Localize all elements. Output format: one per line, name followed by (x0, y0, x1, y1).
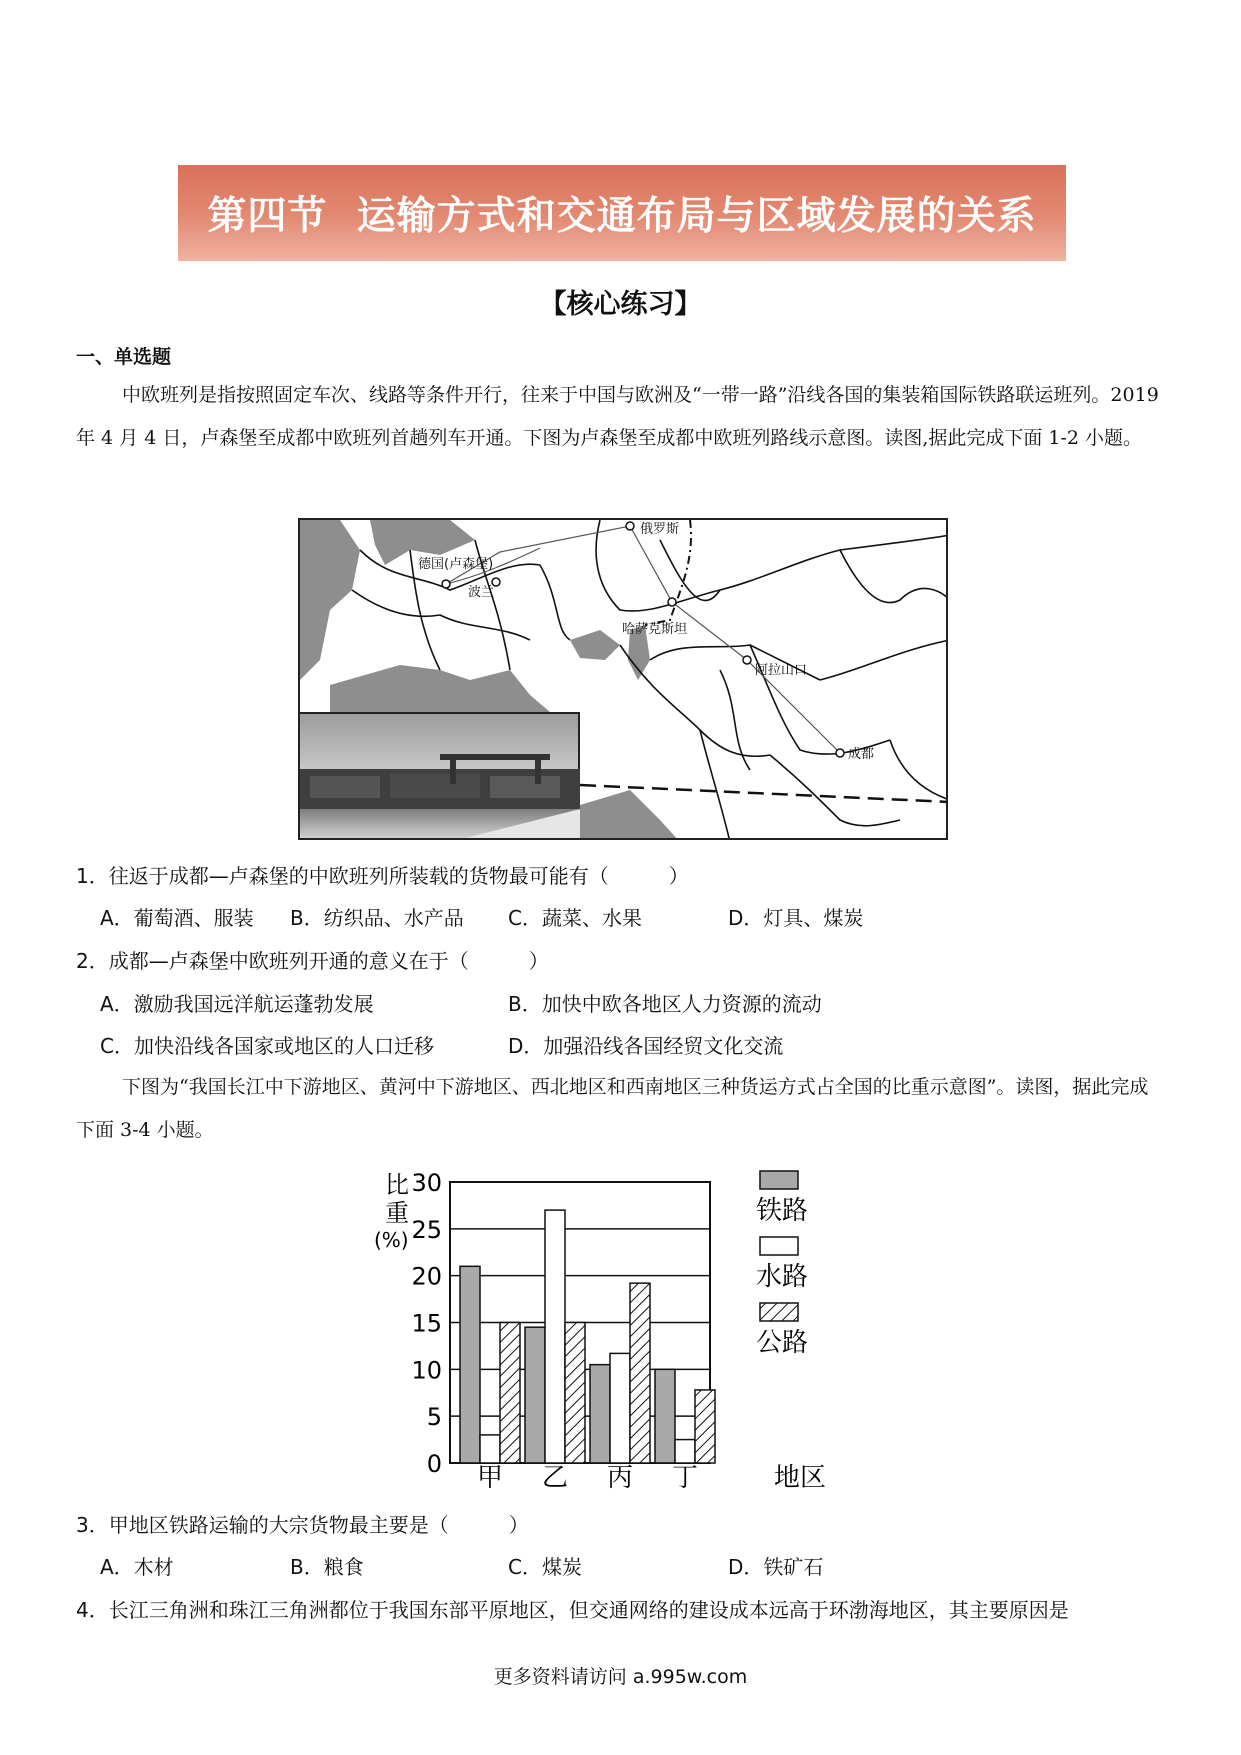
bar-水路-丙 (610, 1353, 630, 1463)
y-axis-label-line-3: (%) (374, 1228, 409, 1252)
x-tick-label: 丙 (606, 1463, 634, 1493)
question-2-stem: 2．成都—卢森堡中欧班列开通的意义在于（ ） (76, 949, 549, 973)
y-tick-label: 15 (411, 1309, 442, 1338)
label-alashankou: 阿拉山口 (755, 663, 808, 678)
q2-option-c[interactable]: C．加快沿线各国家或地区的人口迁移 (100, 1034, 434, 1058)
intro-paragraph-1: 中欧班列是指按照固定车次、线路等条件开行，往来于中国与欧洲及“一带一路”沿线各国的集装箱国际铁路联运班列。2019 年 4 月 4 日，卢森堡至成都中欧班列首趟列车开通。下图为卢森堡至成都中欧班列路线示意图。读图,据此完成下面 1-2 小题。 (76, 384, 1159, 449)
q3-option-d[interactable]: D．铁矿石 (728, 1555, 824, 1579)
y-tick-label: 30 (411, 1169, 442, 1197)
bar-铁路-乙 (525, 1327, 545, 1463)
y-tick-label: 25 (411, 1215, 442, 1244)
x-axis-label: 地区 (774, 1463, 827, 1493)
footer-link[interactable]: 更多资料请访问 a.995w.com (493, 1666, 748, 1688)
atlantic-sea (300, 520, 360, 680)
y-tick-label: 0 (426, 1450, 442, 1478)
x-tick-label: 甲 (476, 1463, 504, 1493)
section-heading: 一、单选题 (76, 346, 172, 368)
label-germany: 德国(卢森堡) (418, 557, 494, 572)
legend-label: 水路 (756, 1262, 809, 1292)
q2-option-d[interactable]: D．加强沿线各国经贸文化交流 (508, 1034, 784, 1058)
q1-option-b[interactable]: B．纺织品、水产品 (290, 906, 464, 930)
y-axis-label-line-2: 重 (385, 1199, 409, 1227)
label-poland: 波兰 (468, 585, 495, 600)
bar-公路-丙 (630, 1283, 650, 1463)
label-russia: 俄罗斯 (640, 522, 680, 537)
bar-水路-甲 (480, 1435, 500, 1463)
railway-freight-photo (300, 712, 580, 840)
legend-swatch-公路 (760, 1303, 798, 1321)
q1-option-d[interactable]: D．灯具、煤炭 (728, 906, 864, 930)
x-tick-label: 乙 (541, 1463, 569, 1493)
intro-paragraph-2: 下图为“我国长江中下游地区、黄河中下游地区、西北地区和西南地区三种货运方式占全国的比重示意图”。读图，据此完成下面 3-4 小题。 (76, 1076, 1149, 1141)
bar-水路-丁 (675, 1440, 695, 1463)
arabian-sea (580, 790, 680, 840)
black-sea (570, 630, 620, 660)
page-subtitle: 【核心练习】 (539, 289, 702, 320)
y-axis-label-line-1: 比 (385, 1171, 409, 1199)
legend-label: 公路 (756, 1328, 809, 1358)
legend-swatch-水路 (760, 1237, 798, 1255)
page-title: 第四节 运输方式和交通布局与区域发展的关系 (207, 194, 1037, 239)
kazakhstan-point (668, 598, 676, 606)
label-kazakhstan: 哈萨克斯坦 (622, 622, 688, 637)
russia-point (626, 522, 634, 530)
x-tick-label: 丁 (671, 1463, 699, 1493)
q2-option-a[interactable]: A．激励我国远洋航运蓬勃发展 (100, 992, 374, 1016)
bar-铁路-甲 (460, 1266, 480, 1463)
label-chengdu: 成都 (848, 747, 875, 762)
y-tick-label: 5 (426, 1403, 442, 1432)
alashankou-point (743, 656, 751, 664)
y-tick-label: 20 (411, 1262, 442, 1291)
q2-option-b[interactable]: B．加快中欧各地区人力资源的流动 (508, 992, 822, 1016)
bar-铁路-丙 (590, 1365, 610, 1463)
bar-铁路-丁 (655, 1369, 675, 1463)
bar-公路-甲 (500, 1323, 520, 1464)
chengdu-point (836, 749, 844, 757)
question-4-stem: 4．长江三角洲和珠江三角洲都位于我国东部平原地区，但交通网络的建设成本远高于环渤海地区，其主要原因是 (76, 1598, 1069, 1622)
bar-公路-乙 (565, 1323, 585, 1464)
route-map (298, 518, 948, 840)
bar-公路-丁 (695, 1390, 715, 1463)
q1-option-a[interactable]: A．葡萄酒、服装 (100, 906, 254, 930)
lux-point (442, 580, 450, 588)
q3-option-a[interactable]: A．木材 (100, 1555, 174, 1579)
question-3-stem: 3．甲地区铁路运输的大宗货物最主要是（ ） (76, 1513, 529, 1537)
q1-option-c[interactable]: C．蔬菜、水果 (508, 906, 642, 930)
question-1-stem: 1．往返于成都—卢森堡的中欧班列所装载的货物最可能有（ ） (76, 864, 689, 888)
freight-share-chart (370, 1155, 870, 1495)
bar-水路-乙 (545, 1210, 565, 1463)
legend-swatch-铁路 (760, 1171, 798, 1189)
legend-label: 铁路 (756, 1196, 809, 1226)
title-banner (178, 165, 1066, 261)
q3-option-b[interactable]: B．粮食 (290, 1555, 364, 1579)
y-tick-label: 10 (411, 1356, 442, 1385)
q3-option-c[interactable]: C．煤炭 (508, 1555, 582, 1579)
